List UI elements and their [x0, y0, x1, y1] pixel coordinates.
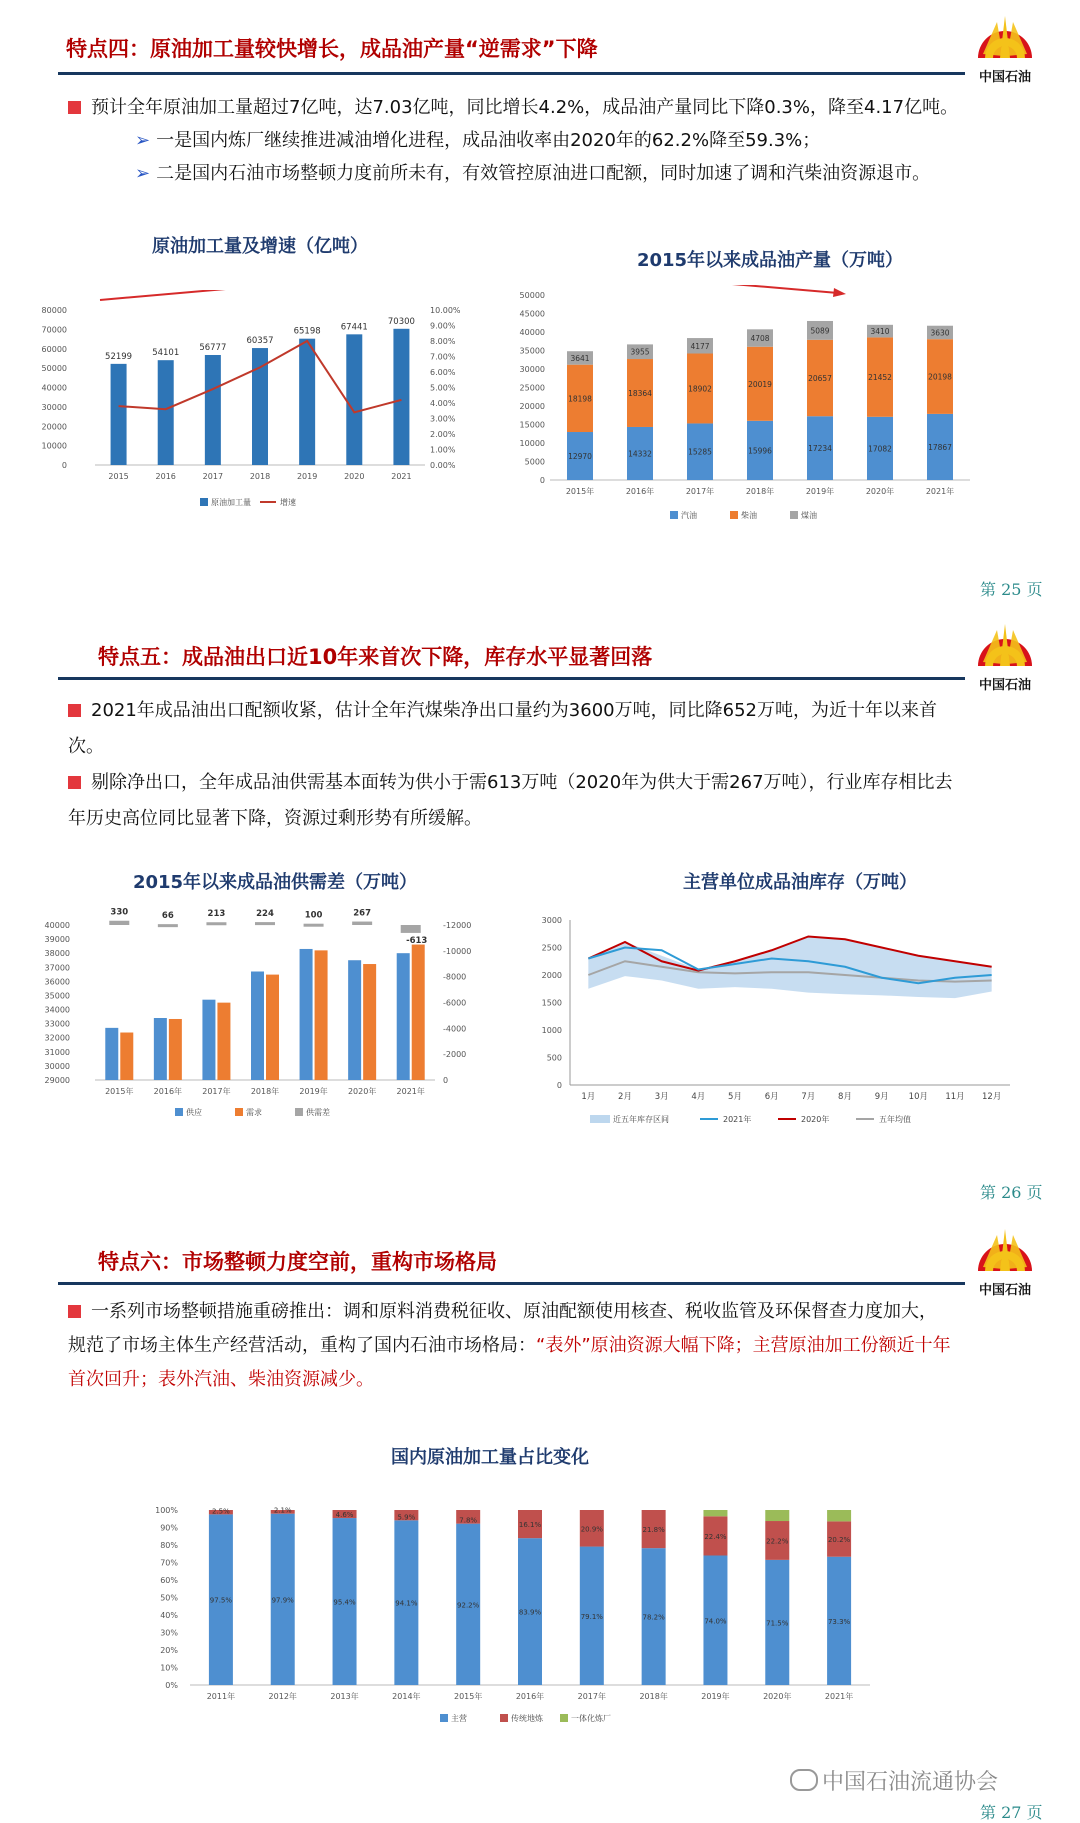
- segment-value-label: 17234: [808, 444, 832, 454]
- x-tick-label: 2014年: [392, 1692, 421, 1701]
- share-value-label: 7.8%: [459, 1516, 478, 1525]
- y-tick-label: 37000: [44, 963, 70, 973]
- bar: [299, 339, 315, 465]
- x-tick-label: 2019年: [805, 487, 835, 496]
- legend-swatch: [295, 1108, 303, 1116]
- share-value-label: 92.2%: [457, 1601, 480, 1610]
- subbullet-1: [135, 125, 1035, 156]
- y-tick-label: 40000: [41, 383, 67, 393]
- bullet-square-icon: [68, 1305, 81, 1318]
- supply-bar: [300, 949, 313, 1080]
- segment-value-label: 18198: [568, 394, 592, 404]
- title-underline: [58, 677, 965, 680]
- y-tick-label: 5000: [524, 457, 545, 467]
- share-value-label: 83.9%: [518, 1608, 542, 1617]
- y-tick-label: 30000: [41, 402, 67, 412]
- slide-26: [0, 605, 1080, 1205]
- y-tick-label: 20%: [160, 1646, 178, 1655]
- y-tick-label: 36000: [44, 977, 70, 987]
- share-value-label: 21.8%: [642, 1526, 665, 1535]
- bar: [158, 360, 174, 465]
- bullet-1: [68, 92, 1028, 123]
- supply-bar: [105, 1028, 118, 1080]
- share-value-label: 97.9%: [271, 1596, 294, 1605]
- bullet-1: [68, 693, 968, 765]
- y-tick-label: 0: [61, 461, 67, 470]
- petrochina-logo-icon: [977, 620, 1033, 672]
- bar-value-label: 67441: [340, 322, 368, 333]
- y2-tick-label: 6.00%: [430, 368, 456, 377]
- supply-bar: [397, 953, 410, 1080]
- subbullet-text: 一是国内炼厂继续推进减油增化进程，成品油收率由2020年的62.2%降至59.3%；: [156, 130, 821, 151]
- share-value-label: 78.2%: [642, 1613, 665, 1622]
- gap-bar: [158, 924, 178, 927]
- y-tick-label: 100%: [155, 1506, 178, 1515]
- legend-label: 柴油: [741, 511, 757, 520]
- x-tick-label: 2018: [249, 472, 271, 481]
- legend-swatch: [440, 1714, 448, 1722]
- chart-c4: [530, 905, 1025, 1155]
- y-tick-label: 0: [539, 476, 545, 485]
- legend-label: 供应: [186, 1108, 202, 1117]
- share-value-label: 16.1%: [518, 1521, 542, 1530]
- segment-value-label: 15285: [688, 447, 712, 457]
- bullet-2: [68, 765, 968, 837]
- bar: [111, 364, 127, 465]
- bullet-text: 2021年成品油出口配额收紧，估计全年汽煤柴净出口量约为3600万吨，同比降652万吨，为近十年以来首次。: [68, 700, 937, 757]
- y-tick-label: 31000: [44, 1047, 70, 1057]
- segment-value-label: 20657: [808, 374, 832, 384]
- gap-value-label: 100: [304, 910, 323, 921]
- chart-title-c3: 2015年以来成品油供需差（万吨）: [132, 872, 418, 893]
- share-value-label: 22.4%: [704, 1532, 727, 1541]
- slide-title: 特点四：原油加工量较快增长，成品油产量“逆需求”下降: [66, 37, 598, 61]
- legend-swatch: [200, 498, 208, 506]
- y2-tick-label: 0.00%: [430, 461, 456, 470]
- y-tick-label: 30000: [44, 1061, 70, 1071]
- segment-value-label: 21452: [868, 373, 892, 383]
- y2-tick-label: -4000: [443, 1024, 467, 1034]
- demand-bar: [363, 964, 376, 1080]
- legend-swatch: [670, 511, 678, 519]
- x-tick-label: 2015年: [105, 1087, 134, 1096]
- share-value-label: 4.6%: [335, 1511, 354, 1520]
- share-value-label: 73.3%: [827, 1617, 851, 1626]
- bar-value-label: 52199: [105, 351, 133, 362]
- chart-c2: [510, 285, 1020, 545]
- bullet-text: 预计全年原油加工量超过7亿吨，达7.03亿吨，同比增长4.2%，成品油产量同比下降0.3%，降至4.17亿吨。: [91, 97, 959, 118]
- x-tick-label: 2020年: [347, 1087, 377, 1096]
- trend-arrow-line: [100, 290, 420, 300]
- y2-tick-label: 1.00%: [430, 445, 456, 455]
- y-tick-label: 1000: [541, 1026, 562, 1035]
- y2-tick-label: 5.00%: [430, 383, 456, 393]
- chart-title-c4: 主营单位成品油库存（万吨）: [683, 872, 917, 893]
- y-tick-label: 2500: [541, 943, 562, 953]
- page-number: 第 27 页: [980, 1803, 1043, 1822]
- x-tick-label: 4月: [691, 1092, 706, 1102]
- x-tick-label: 2016年: [625, 487, 655, 496]
- arrow-bullet-icon: ➢: [135, 130, 151, 151]
- x-tick-label: 2018年: [745, 487, 775, 496]
- x-tick-label: 2021: [391, 472, 412, 481]
- five-year-band: [588, 937, 991, 999]
- bar: [205, 355, 221, 465]
- y-tick-label: 3000: [541, 916, 562, 925]
- slide-title: 特点五：成品油出口近10年来首次下降，库存水平显著回落: [98, 645, 653, 669]
- legend-label: 需求: [246, 1108, 262, 1117]
- bar: [393, 329, 409, 465]
- legend-swatch: [590, 1115, 610, 1123]
- bar-value-label: 60357: [246, 336, 274, 347]
- y-tick-label: 0%: [165, 1681, 178, 1690]
- logo-caption: 中国石油: [978, 70, 1031, 85]
- x-tick-label: 2021年: [824, 1692, 854, 1701]
- logo-caption: 中国石油: [978, 678, 1031, 693]
- share-value-label: 79.1%: [580, 1612, 603, 1621]
- x-tick-label: 3月: [654, 1092, 669, 1102]
- y2-tick-label: 9.00%: [430, 321, 456, 331]
- x-tick-label: 2021年: [396, 1087, 425, 1096]
- y2-tick-label: -10000: [443, 946, 472, 956]
- y-tick-label: 30000: [519, 365, 545, 374]
- segment-value-label: 17867: [928, 442, 952, 452]
- legend-label: 2021年: [723, 1115, 752, 1124]
- share-value-label: 2.1%: [273, 1506, 292, 1515]
- x-tick-label: 2015年: [454, 1692, 483, 1701]
- legend-label: 增速: [280, 498, 296, 507]
- chart-c3: [40, 905, 510, 1155]
- y-tick-label: 32000: [44, 1033, 70, 1043]
- demand-bar: [169, 1019, 182, 1080]
- x-tick-label: 2020: [344, 472, 365, 481]
- bullet-square-icon: [68, 704, 81, 717]
- x-tick-label: 1月: [581, 1092, 596, 1102]
- bar-value-label: 65198: [293, 326, 321, 337]
- segment-value-label: 18902: [688, 384, 712, 394]
- x-tick-label: 2017年: [685, 487, 715, 496]
- y-tick-label: 25000: [519, 383, 545, 393]
- x-tick-label: 2018年: [639, 1692, 668, 1701]
- y-tick-label: 29000: [44, 1076, 70, 1085]
- segment-value-label: 14332: [628, 449, 652, 459]
- chart-title-c1: 原油加工量及增速（亿吨）: [152, 236, 368, 257]
- bar-value-label: 70300: [387, 316, 415, 327]
- y2-tick-label: -6000: [443, 998, 467, 1008]
- legend-swatch: [235, 1108, 243, 1116]
- gap-value-label: 267: [353, 908, 372, 919]
- y-tick-label: 15000: [519, 420, 545, 430]
- segment-value-label: 20198: [928, 372, 952, 382]
- gap-bar: [109, 921, 129, 925]
- x-tick-label: 2016年: [515, 1692, 545, 1701]
- x-tick-label: 10月: [908, 1092, 928, 1102]
- segment-value-label: 3641: [570, 353, 590, 363]
- y-tick-label: 39000: [44, 935, 70, 945]
- legend-swatch: [730, 511, 738, 519]
- x-tick-label: 6月: [764, 1092, 779, 1102]
- segment-value-label: 5089: [810, 326, 830, 336]
- supply-bar: [202, 1000, 215, 1080]
- x-tick-label: 5月: [728, 1092, 742, 1102]
- gap-bar: [206, 922, 226, 925]
- legend-label: 原油加工量: [211, 498, 251, 507]
- x-tick-label: 2012年: [268, 1692, 297, 1701]
- segment-value-label: 15996: [748, 446, 772, 456]
- y-tick-label: 30%: [160, 1628, 178, 1638]
- x-tick-label: 2016年: [153, 1087, 183, 1096]
- share-bar-segment: [703, 1510, 727, 1516]
- x-tick-label: 2017年: [202, 1087, 231, 1096]
- segment-value-label: 4708: [750, 334, 770, 344]
- x-tick-label: 2020年: [763, 1692, 792, 1701]
- y2-tick-label: -8000: [443, 972, 467, 982]
- bar-value-label: 54101: [152, 348, 180, 359]
- x-tick-label: 8月: [838, 1092, 852, 1102]
- x-tick-label: 11月: [945, 1092, 965, 1102]
- demand-bar: [266, 975, 279, 1080]
- page-number: 第 25 页: [980, 580, 1043, 599]
- gap-bar: [352, 922, 372, 925]
- bullet-highlight-text: “表外”原油资源大幅下降；主营原油加工份额近十年首次回升；表外汽油、柴油资源减少。: [68, 1335, 951, 1390]
- y-tick-label: 33000: [44, 1019, 70, 1029]
- y-tick-label: 2000: [541, 971, 562, 980]
- gap-value-label: 66: [161, 911, 174, 922]
- company-logo: [965, 1225, 1045, 1298]
- demand-bar: [120, 1033, 133, 1080]
- logo-caption: 中国石油: [978, 1283, 1031, 1298]
- y-tick-label: 10000: [519, 439, 545, 448]
- supply-bar: [154, 1018, 167, 1080]
- y-tick-label: 10000: [41, 441, 67, 451]
- bullet-square-icon: [68, 776, 81, 789]
- subbullet-text: 二是国内石油市场整顿力度前所未有，有效管控原油进口配额，同时加速了调和汽柴油资源退市。: [156, 163, 931, 184]
- y-tick-label: 60%: [160, 1576, 178, 1585]
- title-underline: [58, 1282, 965, 1285]
- subbullet-2: [135, 158, 1045, 189]
- legend-label: 煤油: [801, 511, 817, 520]
- gap-value-label: -613: [406, 935, 428, 946]
- legend-label: 五年均值: [879, 1115, 911, 1124]
- wechat-icon: [790, 1769, 818, 1791]
- watermark-text: 中国石油流通协会: [822, 1770, 999, 1795]
- y-tick-label: 70000: [41, 325, 67, 335]
- watermark: [790, 1765, 998, 1796]
- petrochina-logo-icon: [977, 12, 1033, 64]
- legend-label: 传统地炼: [511, 1714, 543, 1723]
- segment-value-label: 18364: [628, 388, 652, 398]
- legend-swatch: [790, 511, 798, 519]
- x-tick-label: 2020年: [865, 487, 895, 496]
- y-tick-label: 34000: [44, 1005, 70, 1015]
- bullet-square-icon: [68, 101, 81, 114]
- y-tick-label: 10%: [160, 1663, 178, 1673]
- x-tick-label: 2015年: [565, 487, 595, 496]
- arrow-bullet-icon: ➢: [135, 163, 151, 184]
- petrochina-logo-icon: [977, 1225, 1033, 1277]
- share-value-label: 2.5%: [212, 1507, 230, 1516]
- page-number: 第 26 页: [980, 1183, 1043, 1202]
- share-value-label: 74.0%: [704, 1617, 727, 1626]
- gap-value-label: 213: [207, 909, 226, 920]
- x-tick-label: 2011年: [206, 1692, 236, 1701]
- x-tick-label: 2017: [202, 472, 224, 481]
- y-tick-label: 80%: [160, 1541, 178, 1550]
- bullet-text: 剔除净出口，全年成品油供需基本面转为供小于需613万吨（2020年为供大于需267万吨），行业库存相比去年历史高位同比显著下降，资源过剩形势有所缓解。: [68, 772, 953, 829]
- share-value-label: 97.5%: [209, 1596, 233, 1605]
- x-tick-label: 12月: [982, 1092, 1002, 1102]
- y2-tick-label: 7.00%: [430, 352, 456, 362]
- x-tick-label: 7月: [801, 1092, 816, 1102]
- bullet-text: 一系列市场整顿措施重磅推出：调和原料消费税征收、原油配额使用核查、税收监管及环保督查力度加大，规范了市场主体生产经营活动，重构了国内石油市场格局：: [68, 1301, 937, 1356]
- demand-bar: [217, 1003, 230, 1080]
- legend-label: 供需差: [306, 1108, 330, 1117]
- y2-tick-label: 3.00%: [430, 414, 456, 424]
- y-tick-label: 35000: [519, 346, 545, 356]
- slide-title: 特点六：市场整顿力度空前，重构市场格局: [98, 1250, 497, 1274]
- y-tick-label: 1500: [541, 998, 562, 1008]
- y2-tick-label: 10.00%: [430, 306, 461, 315]
- y-tick-label: 70%: [160, 1558, 178, 1568]
- title-underline: [58, 72, 965, 75]
- y-tick-label: 40000: [44, 921, 70, 930]
- y-tick-label: 20000: [41, 422, 67, 432]
- company-logo: [965, 620, 1045, 693]
- gap-bar: [304, 924, 324, 927]
- segment-value-label: 3955: [630, 347, 650, 357]
- x-tick-label: 2013年: [330, 1692, 359, 1701]
- y-tick-label: 35000: [44, 991, 70, 1001]
- legend-label: 2020年: [801, 1115, 830, 1124]
- share-value-label: 22.2%: [766, 1537, 789, 1546]
- y-tick-label: 90%: [160, 1523, 178, 1533]
- share-bar-segment: [827, 1510, 851, 1521]
- legend-label: 主营: [451, 1714, 467, 1723]
- bar: [252, 348, 268, 465]
- trend-arrow-line: [732, 285, 838, 293]
- bar: [346, 334, 362, 465]
- chart-c5: [150, 1495, 910, 1750]
- y2-tick-label: 4.00%: [430, 399, 456, 408]
- x-tick-label: 2019: [296, 472, 318, 481]
- share-value-label: 5.9%: [397, 1513, 416, 1522]
- legend-swatch: [560, 1714, 568, 1722]
- y2-tick-label: -12000: [443, 921, 472, 930]
- legend-label: 一体化炼厂: [571, 1714, 611, 1723]
- trend-arrowhead: [833, 288, 846, 297]
- y-tick-label: 500: [546, 1053, 562, 1063]
- y-tick-label: 45000: [519, 309, 545, 319]
- y-tick-label: 80000: [41, 306, 67, 315]
- x-tick-label: 2016: [155, 472, 176, 481]
- segment-value-label: 3630: [930, 328, 950, 338]
- gap-value-label: 224: [256, 909, 274, 920]
- y2-tick-label: 0: [443, 1076, 449, 1085]
- x-tick-label: 2021年: [925, 487, 955, 496]
- legend-label: 近五年库存区间: [613, 1115, 669, 1124]
- share-value-label: 94.1%: [395, 1599, 418, 1608]
- legend-swatch: [175, 1108, 183, 1116]
- bar-value-label: 56777: [199, 342, 227, 353]
- segment-value-label: 3410: [870, 327, 890, 337]
- slide-27: [0, 1210, 1080, 1823]
- y-tick-label: 60000: [41, 344, 67, 354]
- chart-c1: [40, 290, 490, 550]
- y2-tick-label: -2000: [443, 1050, 467, 1060]
- gap-bar: [401, 925, 421, 933]
- y-tick-label: 40000: [519, 328, 545, 337]
- x-tick-label: 2019年: [299, 1087, 328, 1096]
- y-tick-label: 50%: [160, 1593, 178, 1603]
- y2-tick-label: 2.00%: [430, 430, 456, 439]
- segment-value-label: 17082: [868, 444, 892, 454]
- gap-value-label: 330: [110, 907, 129, 918]
- supply-bar: [251, 972, 264, 1081]
- x-tick-label: 2015: [108, 472, 129, 481]
- share-value-label: 71.5%: [766, 1619, 789, 1628]
- segment-value-label: 4177: [690, 341, 710, 351]
- bullet-1: [68, 1295, 953, 1397]
- chart-title-c5: 国内原油加工量占比变化: [391, 1447, 589, 1468]
- share-bar-segment: [765, 1510, 789, 1521]
- x-tick-label: 2018年: [250, 1087, 280, 1096]
- share-value-label: 95.4%: [333, 1598, 356, 1607]
- y2-tick-label: 8.00%: [430, 337, 456, 346]
- share-value-label: 20.2%: [827, 1536, 851, 1545]
- x-tick-label: 2019年: [701, 1692, 730, 1701]
- demand-bar: [412, 945, 425, 1080]
- y-tick-label: 0: [556, 1081, 562, 1090]
- y-tick-label: 20000: [519, 402, 545, 411]
- x-tick-label: 2月: [618, 1092, 632, 1102]
- company-logo: [965, 12, 1045, 85]
- x-tick-label: 9月: [874, 1092, 889, 1102]
- y-tick-label: 50000: [519, 291, 545, 300]
- y-tick-label: 40%: [160, 1611, 178, 1620]
- gap-bar: [255, 922, 275, 925]
- supply-bar: [348, 960, 361, 1080]
- demand-bar: [315, 950, 328, 1080]
- x-tick-label: 2017年: [577, 1692, 606, 1701]
- slide-25: [0, 0, 1080, 599]
- y-tick-label: 38000: [44, 949, 70, 959]
- legend-label: 汽油: [681, 511, 697, 520]
- chart-title-c2: 2015年以来成品油产量（万吨）: [636, 250, 904, 271]
- segment-value-label: 20019: [748, 379, 772, 389]
- share-value-label: 20.9%: [580, 1525, 603, 1534]
- legend-swatch: [500, 1714, 508, 1722]
- y-tick-label: 50000: [41, 364, 67, 374]
- segment-value-label: 12970: [568, 452, 592, 462]
